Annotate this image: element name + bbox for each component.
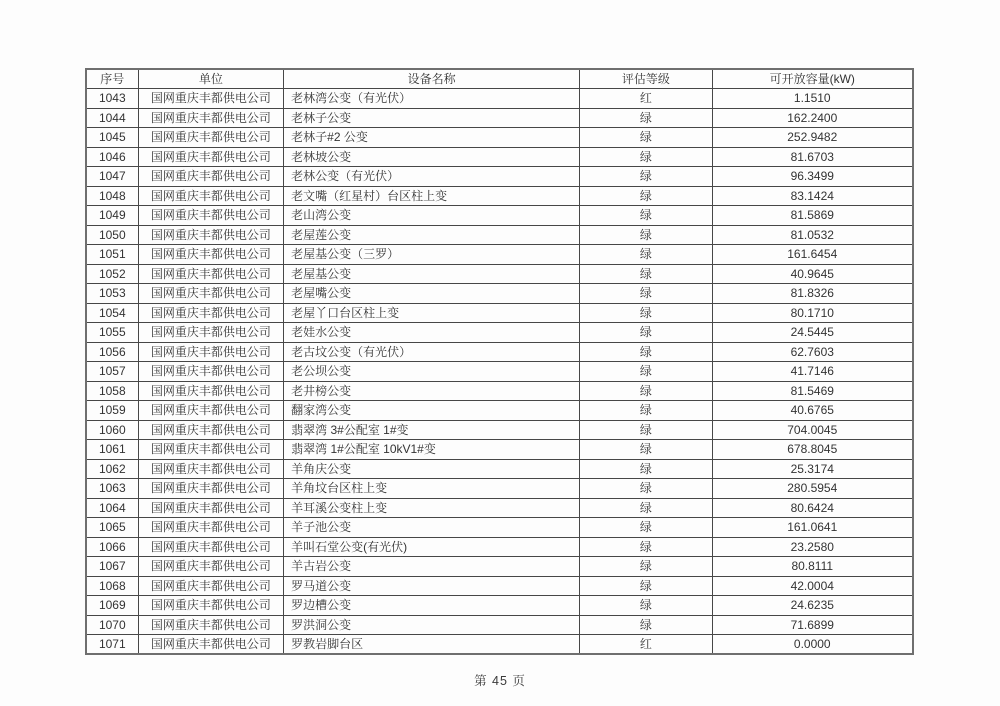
cell-unit: 国网重庆丰都供电公司 bbox=[138, 596, 284, 616]
cell-device: 羊角庆公变 bbox=[284, 459, 580, 479]
cell-serial: 1047 bbox=[86, 167, 138, 187]
cell-unit: 国网重庆丰都供电公司 bbox=[138, 147, 284, 167]
cell-unit: 国网重庆丰都供电公司 bbox=[138, 537, 284, 557]
cell-capacity: 80.1710 bbox=[712, 303, 913, 323]
cell-unit: 国网重庆丰都供电公司 bbox=[138, 362, 284, 382]
cell-serial: 1043 bbox=[86, 89, 138, 109]
cell-level: 绿 bbox=[580, 284, 712, 304]
cell-serial: 1061 bbox=[86, 440, 138, 460]
cell-device: 老屋基公变 bbox=[284, 264, 580, 284]
cell-capacity: 24.6235 bbox=[712, 596, 913, 616]
table-row bbox=[86, 518, 913, 538]
cell-unit: 国网重庆丰都供电公司 bbox=[138, 459, 284, 479]
table-row bbox=[86, 108, 913, 128]
table-row bbox=[86, 245, 913, 265]
cell-device: 老屋丫口台区柱上变 bbox=[284, 303, 580, 323]
table-row bbox=[86, 401, 913, 421]
capacity-table bbox=[85, 68, 914, 655]
table-row bbox=[86, 186, 913, 206]
cell-device: 老林子公变 bbox=[284, 108, 580, 128]
cell-capacity: 704.0045 bbox=[712, 420, 913, 440]
cell-level: 绿 bbox=[580, 615, 712, 635]
cell-device: 罗洪洞公变 bbox=[284, 615, 580, 635]
cell-unit: 国网重庆丰都供电公司 bbox=[138, 206, 284, 226]
cell-capacity: 81.6703 bbox=[712, 147, 913, 167]
cell-serial: 1050 bbox=[86, 225, 138, 245]
cell-capacity: 71.6899 bbox=[712, 615, 913, 635]
cell-serial: 1048 bbox=[86, 186, 138, 206]
cell-level: 绿 bbox=[580, 537, 712, 557]
cell-unit: 国网重庆丰都供电公司 bbox=[138, 284, 284, 304]
cell-device: 罗边槽公变 bbox=[284, 596, 580, 616]
cell-capacity: 80.8111 bbox=[712, 557, 913, 577]
table-row bbox=[86, 147, 913, 167]
cell-serial: 1067 bbox=[86, 557, 138, 577]
cell-unit: 国网重庆丰都供电公司 bbox=[138, 89, 284, 109]
table-row bbox=[86, 498, 913, 518]
cell-device: 老屋嘴公变 bbox=[284, 284, 580, 304]
cell-level: 红 bbox=[580, 89, 712, 109]
cell-capacity: 96.3499 bbox=[712, 167, 913, 187]
cell-device: 罗马道公变 bbox=[284, 576, 580, 596]
cell-capacity: 81.5869 bbox=[712, 206, 913, 226]
cell-serial: 1051 bbox=[86, 245, 138, 265]
table-row bbox=[86, 284, 913, 304]
cell-device: 羊古岩公变 bbox=[284, 557, 580, 577]
cell-capacity: 0.0000 bbox=[712, 635, 913, 655]
cell-unit: 国网重庆丰都供电公司 bbox=[138, 479, 284, 499]
column-header-unit: 单位 bbox=[138, 69, 284, 89]
cell-unit: 国网重庆丰都供电公司 bbox=[138, 225, 284, 245]
cell-level: 绿 bbox=[580, 264, 712, 284]
cell-unit: 国网重庆丰都供电公司 bbox=[138, 108, 284, 128]
cell-serial: 1059 bbox=[86, 401, 138, 421]
cell-device: 老山湾公变 bbox=[284, 206, 580, 226]
cell-level: 绿 bbox=[580, 147, 712, 167]
cell-capacity: 81.5469 bbox=[712, 381, 913, 401]
cell-unit: 国网重庆丰都供电公司 bbox=[138, 381, 284, 401]
cell-unit: 国网重庆丰都供电公司 bbox=[138, 186, 284, 206]
cell-level: 绿 bbox=[580, 323, 712, 343]
cell-level: 绿 bbox=[580, 459, 712, 479]
table-row bbox=[86, 264, 913, 284]
cell-device: 老公坝公变 bbox=[284, 362, 580, 382]
table-row bbox=[86, 557, 913, 577]
cell-capacity: 252.9482 bbox=[712, 128, 913, 148]
cell-capacity: 678.8045 bbox=[712, 440, 913, 460]
cell-capacity: 161.0641 bbox=[712, 518, 913, 538]
cell-serial: 1052 bbox=[86, 264, 138, 284]
cell-device: 老井榜公变 bbox=[284, 381, 580, 401]
cell-capacity: 40.9645 bbox=[712, 264, 913, 284]
cell-capacity: 42.0004 bbox=[712, 576, 913, 596]
cell-level: 绿 bbox=[580, 167, 712, 187]
cell-device: 老屋莲公变 bbox=[284, 225, 580, 245]
cell-capacity: 81.8326 bbox=[712, 284, 913, 304]
cell-serial: 1054 bbox=[86, 303, 138, 323]
cell-device: 老林子#2 公变 bbox=[284, 128, 580, 148]
cell-device: 老文嘴（红星村）台区柱上变 bbox=[284, 186, 580, 206]
cell-device: 羊耳溪公变柱上变 bbox=[284, 498, 580, 518]
table-row bbox=[86, 459, 913, 479]
table-row bbox=[86, 323, 913, 343]
cell-level: 绿 bbox=[580, 108, 712, 128]
cell-level: 绿 bbox=[580, 596, 712, 616]
cell-serial: 1046 bbox=[86, 147, 138, 167]
cell-capacity: 83.1424 bbox=[712, 186, 913, 206]
table-row bbox=[86, 440, 913, 460]
cell-level: 绿 bbox=[580, 576, 712, 596]
cell-unit: 国网重庆丰都供电公司 bbox=[138, 167, 284, 187]
table-row bbox=[86, 89, 913, 109]
cell-serial: 1071 bbox=[86, 635, 138, 655]
table-row bbox=[86, 167, 913, 187]
cell-capacity: 23.2580 bbox=[712, 537, 913, 557]
table-row bbox=[86, 596, 913, 616]
cell-serial: 1055 bbox=[86, 323, 138, 343]
cell-level: 绿 bbox=[580, 518, 712, 538]
cell-device: 翡翠湾 3#公配室 1#变 bbox=[284, 420, 580, 440]
cell-capacity: 280.5954 bbox=[712, 479, 913, 499]
cell-device: 羊角坟台区柱上变 bbox=[284, 479, 580, 499]
table-row bbox=[86, 342, 913, 362]
cell-device: 羊子池公变 bbox=[284, 518, 580, 538]
cell-serial: 1064 bbox=[86, 498, 138, 518]
cell-unit: 国网重庆丰都供电公司 bbox=[138, 342, 284, 362]
cell-serial: 1057 bbox=[86, 362, 138, 382]
table-row bbox=[86, 420, 913, 440]
table-row bbox=[86, 479, 913, 499]
cell-level: 绿 bbox=[580, 206, 712, 226]
cell-level: 绿 bbox=[580, 420, 712, 440]
cell-level: 绿 bbox=[580, 401, 712, 421]
cell-capacity: 162.2400 bbox=[712, 108, 913, 128]
cell-unit: 国网重庆丰都供电公司 bbox=[138, 303, 284, 323]
cell-serial: 1058 bbox=[86, 381, 138, 401]
table-row bbox=[86, 362, 913, 382]
page-number: 第 45 页 bbox=[474, 674, 526, 688]
cell-level: 绿 bbox=[580, 245, 712, 265]
table-header-row bbox=[86, 69, 913, 89]
cell-level: 绿 bbox=[580, 498, 712, 518]
cell-device: 老林公变（有光伏） bbox=[284, 167, 580, 187]
table-row bbox=[86, 576, 913, 596]
cell-unit: 国网重庆丰都供电公司 bbox=[138, 128, 284, 148]
cell-unit: 国网重庆丰都供电公司 bbox=[138, 518, 284, 538]
cell-unit: 国网重庆丰都供电公司 bbox=[138, 245, 284, 265]
cell-capacity: 25.3174 bbox=[712, 459, 913, 479]
cell-unit: 国网重庆丰都供电公司 bbox=[138, 498, 284, 518]
cell-serial: 1045 bbox=[86, 128, 138, 148]
cell-device: 羊叫石堂公变(有光伏) bbox=[284, 537, 580, 557]
cell-serial: 1063 bbox=[86, 479, 138, 499]
table-row bbox=[86, 635, 913, 655]
column-header-device: 设备名称 bbox=[284, 69, 580, 89]
cell-serial: 1044 bbox=[86, 108, 138, 128]
table-row bbox=[86, 537, 913, 557]
cell-unit: 国网重庆丰都供电公司 bbox=[138, 323, 284, 343]
cell-level: 绿 bbox=[580, 128, 712, 148]
cell-device: 老林湾公变（有光伏） bbox=[284, 89, 580, 109]
column-header-capacity: 可开放容量(kW) bbox=[712, 69, 913, 89]
table-row bbox=[86, 206, 913, 226]
cell-serial: 1062 bbox=[86, 459, 138, 479]
cell-capacity: 81.0532 bbox=[712, 225, 913, 245]
cell-unit: 国网重庆丰都供电公司 bbox=[138, 401, 284, 421]
cell-unit: 国网重庆丰都供电公司 bbox=[138, 557, 284, 577]
cell-level: 绿 bbox=[580, 557, 712, 577]
table-row bbox=[86, 615, 913, 635]
table-row bbox=[86, 303, 913, 323]
cell-device: 翻家湾公变 bbox=[284, 401, 580, 421]
cell-level: 绿 bbox=[580, 186, 712, 206]
cell-level: 红 bbox=[580, 635, 712, 655]
cell-level: 绿 bbox=[580, 362, 712, 382]
cell-unit: 国网重庆丰都供电公司 bbox=[138, 615, 284, 635]
cell-unit: 国网重庆丰都供电公司 bbox=[138, 420, 284, 440]
cell-serial: 1068 bbox=[86, 576, 138, 596]
cell-serial: 1069 bbox=[86, 596, 138, 616]
cell-serial: 1070 bbox=[86, 615, 138, 635]
cell-capacity: 161.6454 bbox=[712, 245, 913, 265]
cell-device: 翡翠湾 1#公配室 10kV1#变 bbox=[284, 440, 580, 460]
cell-level: 绿 bbox=[580, 381, 712, 401]
cell-level: 绿 bbox=[580, 440, 712, 460]
cell-capacity: 1.1510 bbox=[712, 89, 913, 109]
column-header-serial: 序号 bbox=[86, 69, 138, 89]
cell-serial: 1066 bbox=[86, 537, 138, 557]
cell-device: 老古坟公变（有光伏） bbox=[284, 342, 580, 362]
cell-unit: 国网重庆丰都供电公司 bbox=[138, 576, 284, 596]
table-row bbox=[86, 128, 913, 148]
cell-unit: 国网重庆丰都供电公司 bbox=[138, 440, 284, 460]
cell-device: 老屋基公变（三罗） bbox=[284, 245, 580, 265]
column-header-level: 评估等级 bbox=[580, 69, 712, 89]
cell-serial: 1065 bbox=[86, 518, 138, 538]
cell-capacity: 24.5445 bbox=[712, 323, 913, 343]
cell-level: 绿 bbox=[580, 479, 712, 499]
cell-device: 罗教岩脚台区 bbox=[284, 635, 580, 655]
cell-level: 绿 bbox=[580, 342, 712, 362]
cell-unit: 国网重庆丰都供电公司 bbox=[138, 264, 284, 284]
cell-device: 老娃水公变 bbox=[284, 323, 580, 343]
cell-capacity: 40.6765 bbox=[712, 401, 913, 421]
cell-capacity: 62.7603 bbox=[712, 342, 913, 362]
cell-serial: 1060 bbox=[86, 420, 138, 440]
cell-unit: 国网重庆丰都供电公司 bbox=[138, 635, 284, 655]
cell-serial: 1049 bbox=[86, 206, 138, 226]
cell-serial: 1053 bbox=[86, 284, 138, 304]
cell-capacity: 41.7146 bbox=[712, 362, 913, 382]
cell-device: 老林坡公变 bbox=[284, 147, 580, 167]
table-row bbox=[86, 225, 913, 245]
cell-capacity: 80.6424 bbox=[712, 498, 913, 518]
cell-serial: 1056 bbox=[86, 342, 138, 362]
cell-level: 绿 bbox=[580, 303, 712, 323]
cell-level: 绿 bbox=[580, 225, 712, 245]
table-row bbox=[86, 381, 913, 401]
